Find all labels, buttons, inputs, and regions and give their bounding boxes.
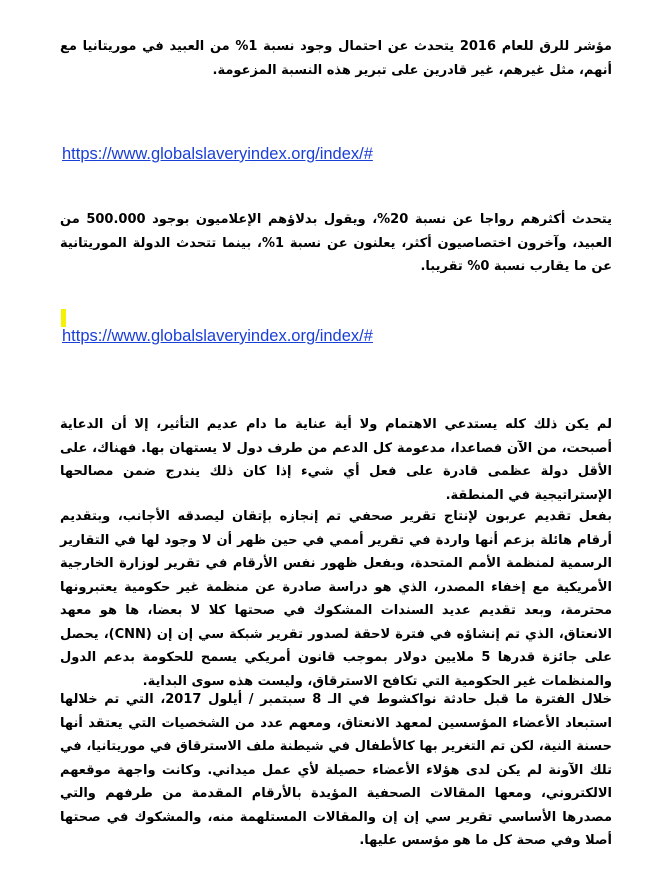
paragraph-nouakchott-incident: خلال الفترة ما قبل حادثة نواكشوط في الـ 8 سبتمبر / أيلول 2017، التي تم خلالها استبعاد الأعضاء المؤسسين لمعهد الانعتاق، ومعهم عدد من الشخصيات التي يعتقد أنها حسنة النية، لكن تم التغرير بها كالأطفال في شيطنة ملف الاسترقاق في موريتانيا، في تلك الآونة لم يكن لدى هؤلاء الأعضاء حصيلة لأي عمل ميداني. وكانت واجهة موقعهم الالكتروني، ومعها المقالات الصحفية المؤيدة بالأرقام المقدمة من طرفهم والتي مصدرها الأساسي تقرير سي إن إن والمقالات المستلهمة منه، والمشكوك في صحتها أصلا وفي صحة كل ما هو مؤسس عليها. [60, 692, 612, 848]
global-slavery-index-link-2[interactable]: https://www.globalslaveryindex.org/index/# [62, 327, 373, 345]
global-slavery-index-link-1[interactable]: https://www.globalslaveryindex.org/index/# [62, 145, 373, 163]
paragraph-report-funding: بفعل تقديم عربون لإنتاج تقرير صحفي تم إنجازه بإتقان ليصدقه الأجانب، وبتقديم أرقام هائلة بزعم أنها واردة في تقرير أممي في حين ظهر أن لا وجود لها في التقارير الرسمية لمنظمة الأمم المتحدة، وبفعل ظهور نفس الأرقام في تقرير لوزارة الخارجية الأمريكية مع إخفاء المصدر، الذي هو دراسة صادرة عن منظمة غير حكومية يعتبرونها محترمة، وبعد تقديم عديد السندات المشكوك في صحتها كلا لا بعضا، ها هو معهد الانعتاق، الذي تم إنشاؤه في فترة لاحقة لصدور تقرير شبكة سي إن إن (CNN)، يحصل على جائزة قدرها 5 ملايين دولار بموجب قانون أمريكي يسمح للحكومة بدعم الدول والمنظمات غير الحكومية التي تكافح الاسترقاق، وليست هذه سوى البداية. [60, 509, 612, 689]
paragraph-propaganda: لم يكن ذلك كله يستدعي الاهتمام ولا أية عناية ما دام عديم التأثير، إلا أن الدعاية أصبحت، من الآن فصاعدا، مدعومة كل الدعم من طرف دول لا يستهان بها. فهناك، على الأقل دولة عظمى قادرة على فعل أي شيء إذا كان ذلك يندرج ضمن مصالحها الإستراتيجية في المنطقة. [60, 417, 612, 503]
paragraph-percentages: يتحدث أكثرهم رواجا عن نسبة 20%، ويقول بدلاؤهم الإعلاميون بوجود 500.000 من العبيد، وآخرون اختصاصيون أكثر، يعلنون عن نسبة 1%، بينما تتحدث الدولة الموريتانية عن ما يقارب نسبة 0% تقريبا. [60, 212, 612, 274]
text-highlight-mark [61, 309, 66, 327]
paragraph-index-intro: مؤشر للرق للعام 2016 يتحدث عن احتمال وجود نسبة 1% من العبيد في موريتانيا مع أنهم، مثل غيرهم، غير قادرين على تبرير هذه النسبة المزعومة. [60, 39, 612, 78]
